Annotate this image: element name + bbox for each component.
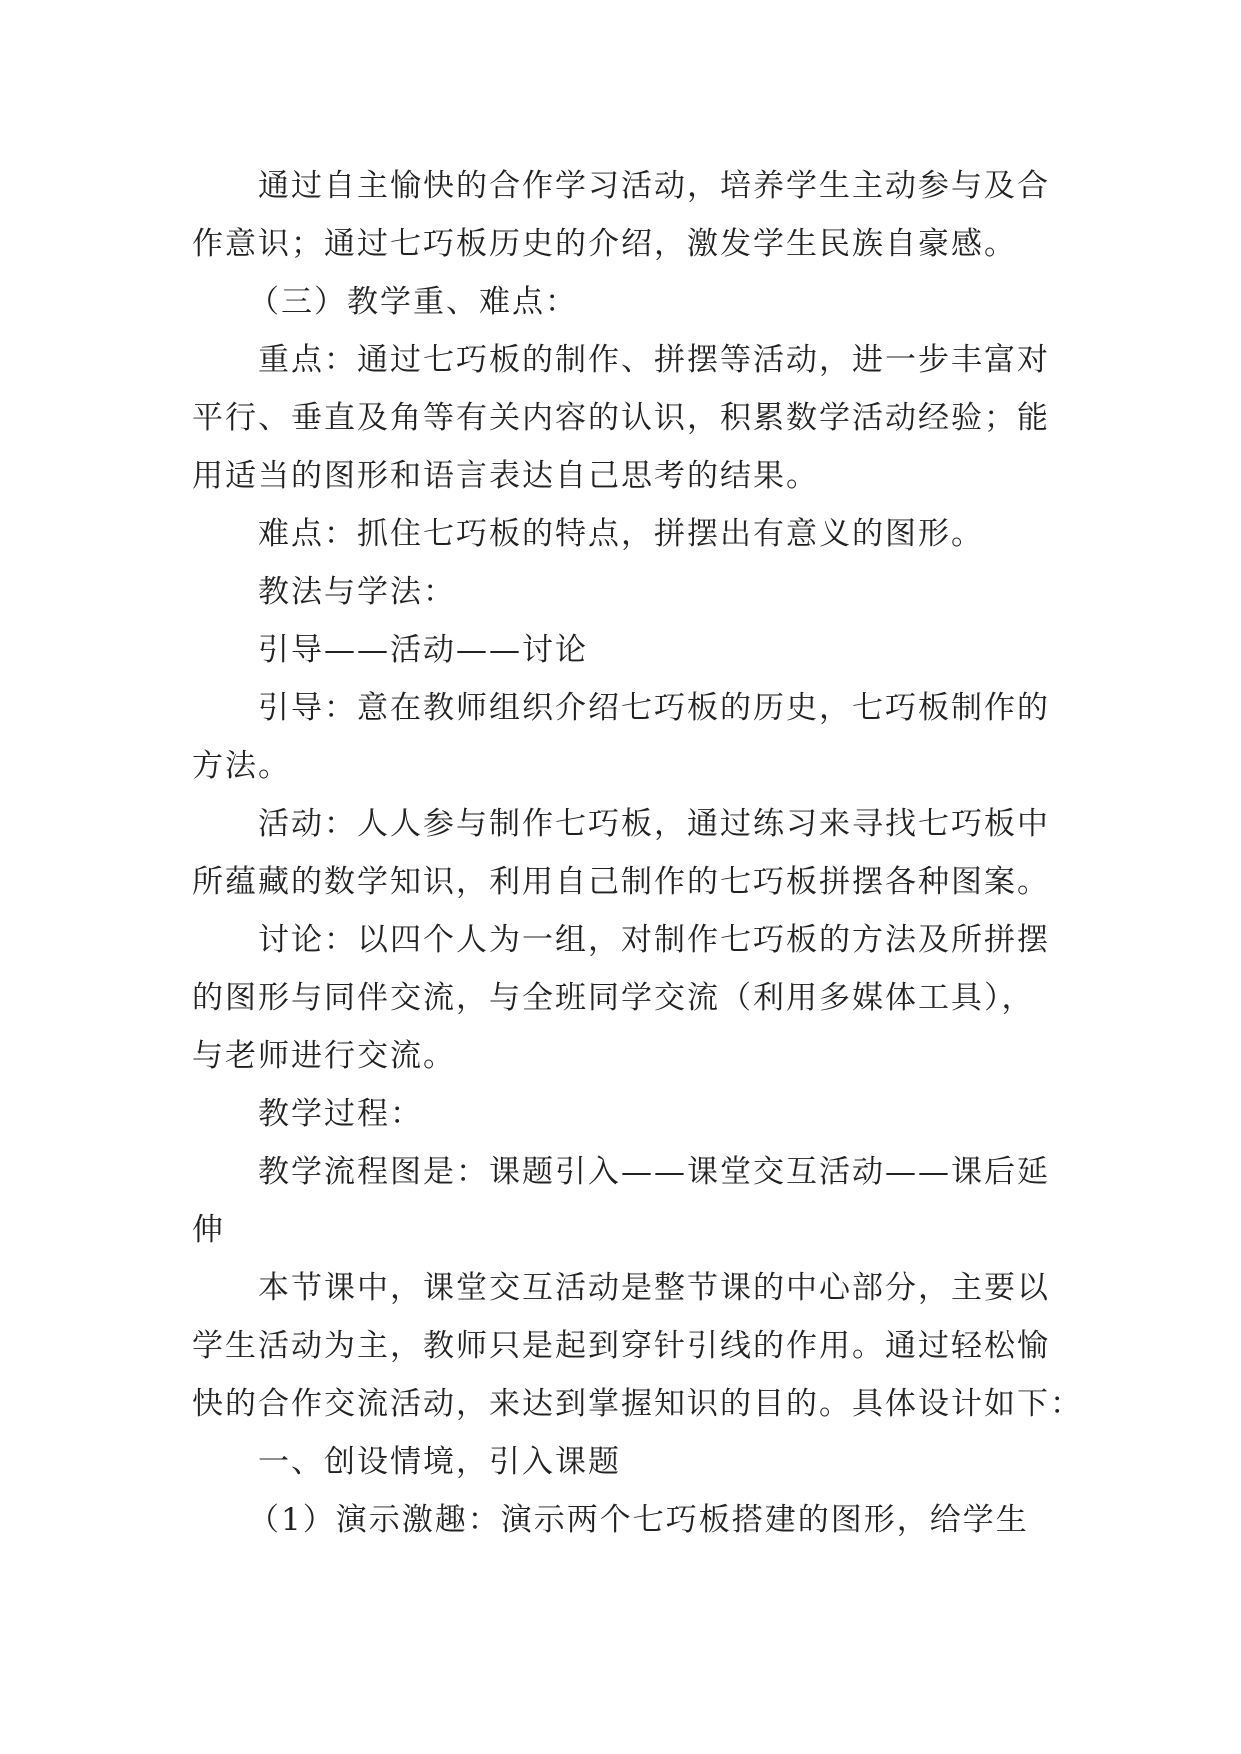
paragraph-line-9: 引导——活动——讨论 <box>258 632 588 668</box>
paragraph-line-19: 伸 <box>192 1212 225 1248</box>
paragraph-line-1: 通过自主愉快的合作学习活动，培养学生主动参与及合 <box>258 168 1050 204</box>
paragraph-line-7: 难点：抓住七巧板的特点，拼摆出有意义的图形。 <box>258 516 984 552</box>
paragraph-line-18: 教学流程图是：课题引入——课堂交互活动——课后延 <box>258 1154 1050 1190</box>
section-heading-intro: 一、创设情境，引入课题 <box>258 1444 621 1480</box>
paragraph-line-13: 所蕴藏的数学知识，利用自己制作的七巧板拼摆各种图案。 <box>192 864 1050 900</box>
paragraph-line-22: 快的合作交流活动，来达到掌握知识的目的。具体设计如下： <box>192 1386 1083 1422</box>
paragraph-line-20: 本节课中，课堂交互活动是整节课的中心部分，主要以 <box>258 1270 1050 1306</box>
paragraph-line-6: 用适当的图形和语言表达自己思考的结果。 <box>192 458 819 494</box>
section-heading-key-points: （三）教学重、难点： <box>248 284 578 320</box>
paragraph-line-24: （1）演示激趣：演示两个七巧板搭建的图形，给学生 <box>248 1502 1029 1538</box>
paragraph-line-15: 的图形与同伴交流，与全班同学交流（利用多媒体工具）， <box>192 980 1035 1016</box>
paragraph-line-2: 作意识；通过七巧板历史的介绍，激发学生民族自豪感。 <box>192 226 1017 262</box>
section-heading-process: 教学过程： <box>258 1096 423 1132</box>
paragraph-line-16: 与老师进行交流。 <box>192 1038 456 1074</box>
paragraph-line-14: 讨论：以四个人为一组，对制作七巧板的方法及所拼摆 <box>258 922 1050 958</box>
paragraph-line-5: 平行、垂直及角等有关内容的认识，积累数学活动经验；能 <box>192 400 1050 436</box>
paragraph-line-12: 活动：人人参与制作七巧板，通过练习来寻找七巧板中 <box>258 806 1050 842</box>
paragraph-line-11: 方法。 <box>192 748 291 784</box>
paragraph-line-4: 重点：通过七巧板的制作、拼摆等活动，进一步丰富对 <box>258 342 1050 378</box>
paragraph-line-10: 引导：意在教师组织介绍七巧板的历史，七巧板制作的 <box>258 690 1050 726</box>
paragraph-line-21: 学生活动为主，教师只是起到穿针引线的作用。通过轻松愉 <box>192 1328 1050 1364</box>
section-heading-methods: 教法与学法： <box>258 574 456 610</box>
